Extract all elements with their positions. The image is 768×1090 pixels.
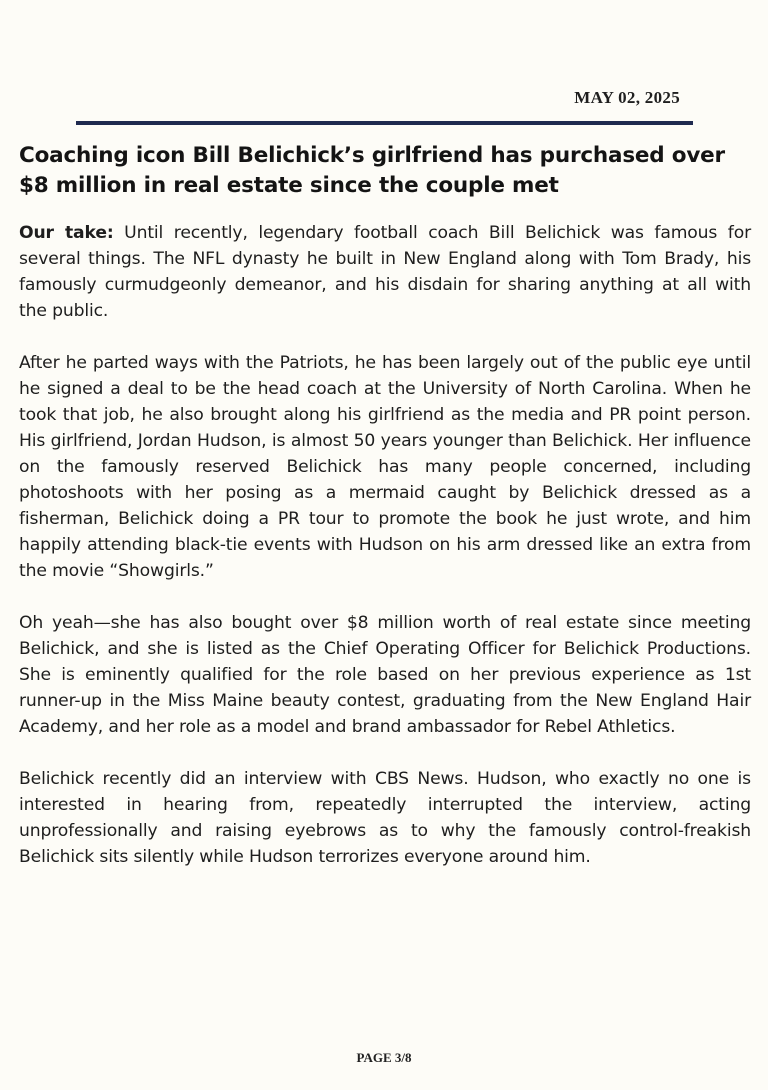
paragraph-our-take bbox=[19, 220, 751, 324]
header-divider bbox=[76, 121, 693, 125]
paragraph-3: Oh yeah—she has also bought over $8 million worth of real estate since meeting Belichick, and she is listed as the Chief Operating Officer for Belichick Productions. She is eminently qualified for the role based on her previous experience as 1st runner-up in the Miss Maine beauty contest, graduating from the New England Hair Academy, and her role as a model and brand ambassador for Rebel Athletics. bbox=[19, 613, 751, 737]
paragraph-2: After he parted ways with the Patriots, he has been largely out of the public eye until he signed a deal to be the head coach at the University of North Carolina. When he took that job, he also brought along his girlfriend as the media and PR point person. His girlfriend, Jordan Hudson, is almost 50 years younger than Belichick. Her influence on the famously reserved Belichick has many people concerned, including photoshoots with her posing as a mermaid caught by Belichick dressed as a fisherman, Belichick doing a PR tour to promote the book he just wrote, and him happily attending black-tie events with Hudson on his arm dressed like an extra from the movie “Showgirls.” bbox=[19, 353, 751, 581]
article-headline: Coaching icon Bill Belichick’s girlfriend has purchased over $8 million in real estate since the couple met bbox=[19, 143, 725, 198]
paragraph-1-text: Until recently, legendary football coach Bill Belichick was famous for several things. The NFL dynasty he built in New England along with Tom Brady, his famously curmudgeonly demeanor, and his disdain for sharing anything at all with the public. bbox=[19, 223, 751, 321]
page-number: PAGE 3/8 bbox=[356, 1050, 412, 1065]
paragraph-4: Belichick recently did an interview with CBS News. Hudson, who exactly no one is interested in hearing from, repeatedly interrupted the interview, acting unprofessionally and raising eyebrows as to why the famously control-freakish Belichick sits silently while Hudson terrorizes everyone around him. bbox=[19, 769, 751, 867]
article-body bbox=[19, 220, 751, 896]
lead-label: Our take: bbox=[19, 223, 114, 243]
article-date: MAY 02, 2025 bbox=[574, 88, 680, 107]
